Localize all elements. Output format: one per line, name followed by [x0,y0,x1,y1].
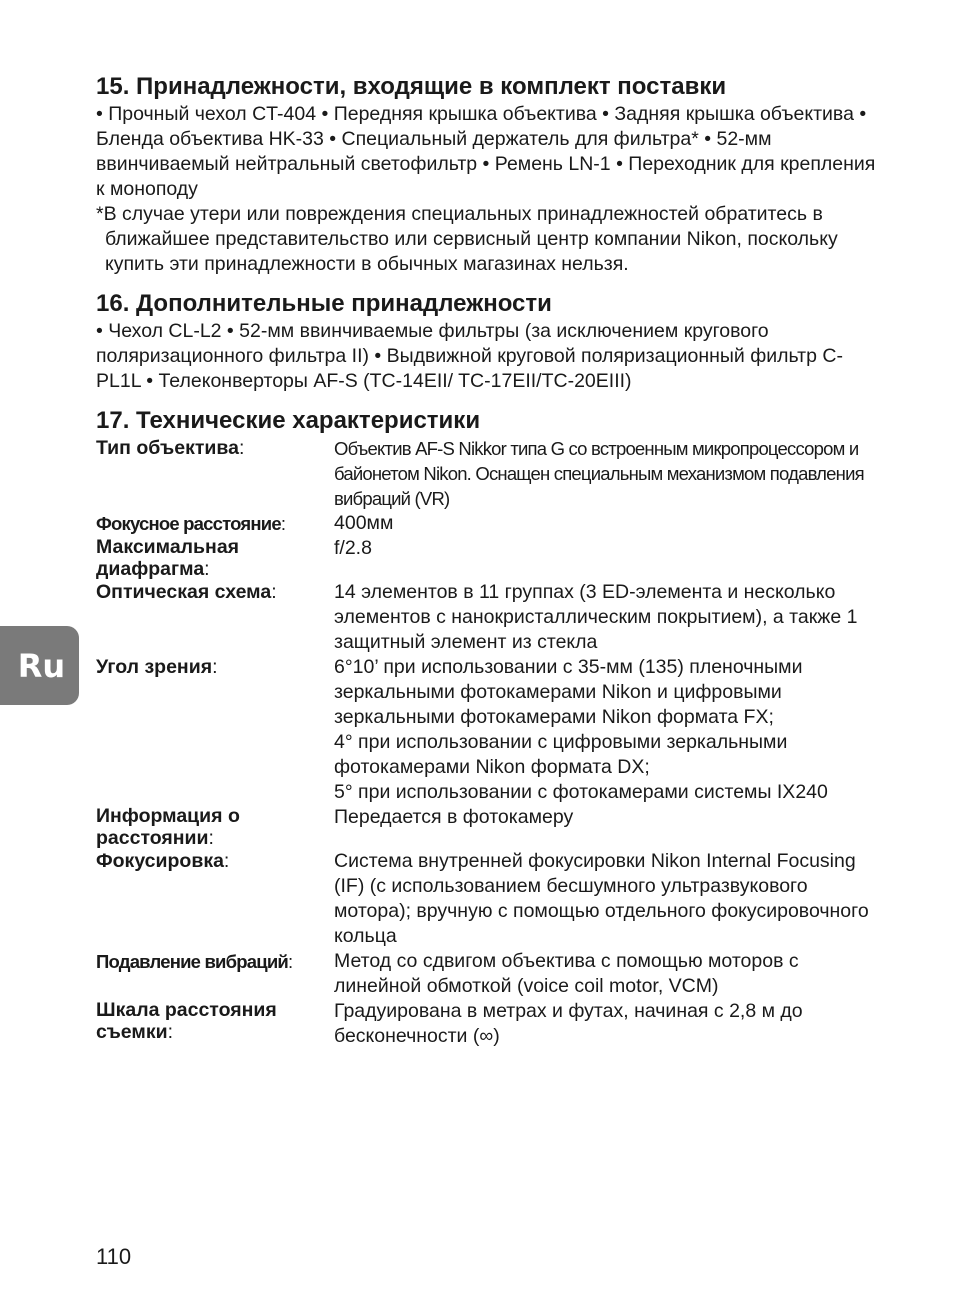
spec-value: 6°10’ при использовании с 35-мм (135) пленочными зеркальными фотокамерами Nikon и цифровыми зеркальными фотокамерами Nikon формата FX; [334,656,803,728]
accessories-footnote: *В случае утери или повреждения специальных принадлежностей обратитесь в ближайшее представительство или сервисный центр компании Nikon, поскольку купить эти принадлежности в обычных магазинах нельзя. [96,203,838,275]
language-tab: Ru [0,626,79,705]
spec-label: Фокусировка [96,850,224,872]
spec-label: Максимальная диафрагма [96,536,240,580]
spec-value: 5° при использовании с фотокамерами системы IX240 [334,781,828,803]
spec-row-distance-scale: Шкала расстояния съемки: Градуирована в метрах и футах, начиная с 2,8 м до бесконечности (∞) [96,999,876,1049]
spec-value: Передается в фотокамеру [334,806,574,828]
optional-accessories-list: • Чехол CL-L2 • 52-мм ввинчиваемые фильтры (за исключением кругового поляризационного фильтра II) • Выдвижной круговой поляризационный фильтр C-PL1L • Телеконверторы AF-S (TC-14EII/ TC-17EII/TC-20EIII) [96,320,843,392]
spec-label: Шкала расстояния съемки [96,999,277,1043]
spec-value: 14 элементов в 11 группах (3 ED-элемента и несколько элементов с нанокристаллическим покрытием), а также 1 защитный элемент из стекла [334,581,858,653]
page-content [96,72,876,1049]
section-title: 17. Технические характеристики [96,407,481,434]
spec-value: Метод со сдвигом объектива с помощью моторов с линейной обмоткой (voice coil motor, VCM) [334,950,799,997]
section-specifications [96,406,876,1049]
accessories-list: • Прочный чехол CT-404 • Передняя крышка объектива • Задняя крышка объектива • Бленда объектива HK-33 • Специальный держатель для фильтра* • 52-мм ввинчиваемый нейтральный светофильтр • Ремень LN-1 • Переходник для крепления к моноподу [96,103,876,200]
page-number: 110 [96,1244,132,1269]
spec-label: Информация о расстоянии [96,805,240,849]
section-title: 15. Принадлежности, входящие в комплект поставки [96,73,727,100]
spec-value: 4° при использовании с цифровыми зеркальными фотокамерами Nikon формата DX; [334,731,788,778]
spec-row-optical-design: Оптическая схема: 14 элементов в 11 группах (3 ED-элемента и несколько элементов с нанокристаллическим покрытием), а также 1 защитный элемент из стекла [96,580,876,655]
spec-label: Угол зрения [96,656,213,678]
section-title: 16. Дополнительные принадлежности [96,290,552,317]
spec-value: f/2.8 [334,537,372,559]
spec-label: Фокусное расстояние [96,513,281,534]
spec-row-focusing: Фокусировка: Система внутренней фокусировки Nikon Internal Focusing (IF) (с использованием бесшумного ультразвукового мотора); вручную с помощью отдельного фокусировочного кольца [96,849,876,949]
spec-row-focal-length: Фокусное расстояние: 400мм [96,511,876,536]
spec-label: Тип объектива [96,437,239,459]
spec-row-max-aperture: Максимальная диафрагма: f/2.8 [96,536,876,580]
spec-label: Оптическая схема [96,581,272,603]
spec-label: Подавление вибраций [96,951,288,972]
spec-value: Система внутренней фокусировки Nikon Internal Focusing (IF) (с использованием бесшумного ультразвукового мотора); вручную с помощью отдельного фокусировочного кольца [334,850,869,947]
spec-value: 400мм [334,512,394,534]
spec-row-lens-type: Тип объектива: Объектив AF-S Nikkor типа G со встроенным микропроцессором и байонетом Nikon. Оснащен специальным механизмом подавления вибраций (VR) [96,436,876,511]
spec-row-distance-info: Информация о расстоянии: Передается в фотокамеру [96,805,876,849]
section-optional-accessories [96,289,876,394]
spec-row-angle-of-view: Угол зрения: 6°10’ при использовании с 35-мм (135) пленочными зеркальными фотокамерами Nikon и цифровыми зеркальными фотокамерами Nikon формата FX; 4° при использовании с цифровыми зеркальными фотокамерами Nikon формата DX; 5° при использовании с фотокамерами системы IX240 [96,655,876,805]
spec-value: Объектив AF-S Nikkor типа G со встроенным микропроцессором и байонетом Nikon. Оснащен специальным механизмом подавления вибраций (VR) [334,438,864,509]
spec-row-vibration-reduction: Подавление вибраций: Метод со сдвигом объектива с помощью моторов с линейной обмоткой (voice coil motor, VCM) [96,949,876,999]
section-accessories-included [96,72,876,277]
spec-value: Градуирована в метрах и футах, начиная с 2,8 м до бесконечности (∞) [334,1000,803,1047]
